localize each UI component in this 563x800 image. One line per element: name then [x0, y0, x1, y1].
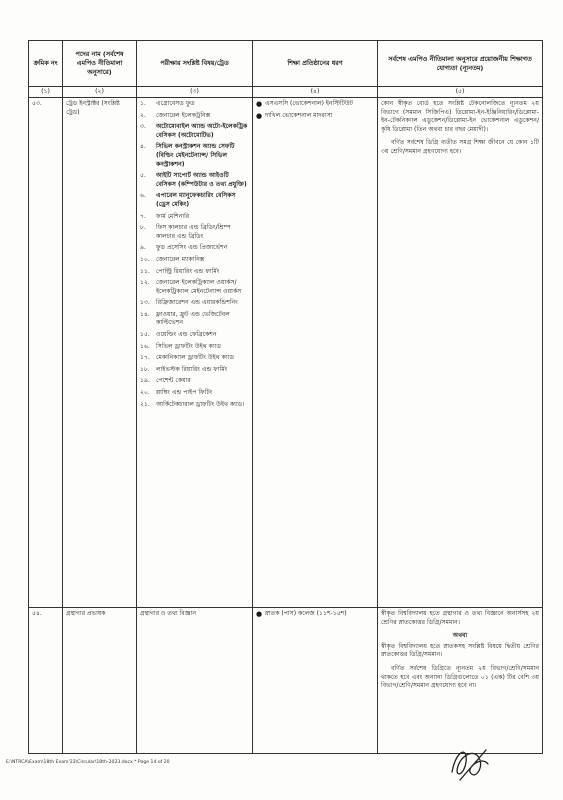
trade-number: ২০. — [140, 389, 150, 397]
row-institutions-cell — [253, 98, 378, 608]
row-serial: ৫৩. — [29, 98, 63, 608]
trade-number: ৬. — [140, 192, 146, 200]
trade-number: ৩. — [140, 123, 146, 131]
trade-number: ৪. — [140, 143, 146, 151]
trade-number: ১৮. — [140, 365, 150, 373]
bullet-icon: ● — [256, 111, 263, 120]
trade-item — [140, 311, 249, 328]
trade-number: ১৭. — [140, 354, 150, 362]
trade-label: অটোমোবাইল অ্যান্ড অটো-ইলেকট্রিক বেসিকস (অটোমোটিভ) — [156, 123, 248, 139]
trade-item — [140, 268, 249, 277]
institution-list — [256, 100, 374, 120]
trade-number: ২. — [140, 111, 146, 119]
trade-number: ১১. — [140, 267, 150, 275]
row-subject: গ্রন্থাগার ও তথ্য বিজ্ঞান — [137, 608, 253, 754]
trade-item — [140, 279, 249, 296]
trade-label: সিভিল ড্রাফটিং উইথ ক্যাড — [156, 342, 221, 350]
list-item: ● দাখিল ভোকেশনাল মাদরাসা — [256, 111, 333, 120]
trade-label: প্লাম্বিং এন্ড পাইপ ফিটিং — [156, 389, 213, 397]
header-post-name: পদের নাম (সর্বশেষ এমপিও নীতিমালা অনুসারে) — [63, 41, 137, 87]
row-post-name: ট্রেড ইনস্ট্রাক্টর (সংশ্লিষ্ট ট্রেড) — [63, 98, 137, 608]
trade-number: ১৬. — [140, 342, 150, 350]
trade-label: জেনারেল ইলেকট্রনিক্স — [156, 111, 211, 119]
trade-label: পোল্ট্রি রিয়ারিং এন্ড ফার্মিং — [156, 267, 220, 275]
trade-item — [140, 143, 249, 169]
header-serial: ক্রমিক নং — [29, 41, 63, 87]
qualification-paragraph: বর্ণিত সর্বশেষ ডিগ্রি ব্যতীত সমগ্র শিক্ষা জীবনে যে কোন ১টি ৩য় শ্রেণি/সমমান গ্রহণযোগ্য হবে। — [381, 139, 539, 155]
trade-label: জেনারেল ম্যাকানিক্স — [156, 255, 205, 263]
file-path-footer: E:\NTRCA\Exam\18th Exam'23\Circular\18th-2023.docx * Page 14 of 20 — [6, 760, 170, 765]
trade-item — [140, 366, 249, 375]
trade-label: এপারেল ম্যানুফেকচারিং বেসিকস (ড্রেস মেকিং) — [156, 192, 236, 208]
trade-item — [140, 123, 249, 140]
header-institution-type: শিক্ষা প্রতিষ্ঠানের ধরণ — [253, 41, 378, 87]
trade-item — [140, 100, 249, 109]
signature-icon — [446, 742, 494, 784]
row-post-name: গ্রন্থাগার প্রভাষক — [63, 608, 137, 754]
trade-label: সিভিল কনস্ট্রাকশন অ্যান্ড সেফটি (বিল্ডিং মেইনটেন্যান্স/ সিভিল কনস্ট্রাকশন) — [156, 143, 235, 168]
trade-label: জেনারেল ইলেকট্রিক্যাল ওয়ার্কস/ইলেকট্রিক্যাল মেইনটেন্যান্স ওয়ার্কস — [156, 279, 242, 295]
trade-item — [140, 192, 249, 209]
trade-label: আইটি সাপোর্ট অ্যান্ড আইওটি বেসিকস (কম্পিউটার ও তথ্য প্রযুক্তি) — [156, 172, 247, 188]
trade-number: ২১. — [140, 400, 150, 408]
col-number: (৫) — [378, 87, 543, 98]
trade-label: লাইভস্টক রিয়ারিং এন্ড ফার্মিং — [156, 365, 228, 373]
trade-label: পেশেন্ট কেয়ার — [156, 377, 191, 385]
list-item: ● এসএসসি (ভোকেশনাল) ইনস্টিটিউট — [256, 100, 353, 108]
trade-number: ১৩. — [140, 299, 150, 307]
trade-item — [140, 256, 249, 265]
trade-number: ১২. — [140, 279, 150, 287]
trade-item — [140, 377, 249, 386]
trade-item — [140, 401, 249, 410]
trade-label: ফ্লাওয়ার, ফ্রুট এন্ড ভেজিটেবল কাল্টিভেশন — [156, 310, 230, 327]
col-number: (৪) — [253, 87, 378, 98]
trade-label: ফুড প্রসেসিং এন্ড প্রিজার্ভেশন — [156, 244, 228, 252]
trade-item — [140, 389, 249, 398]
qualification-paragraph: বর্ণিত সর্বশেষ ডিগ্রিতে ন্যূনতম ২য় বিভাগ/শ্রেণি/সমমান থাকতে হবে এবং অন্যান্য ডিগ্রিগুলোতে ০১ (এক) টির বেশি ৩য় বিভাগ/শ্রেণি/সমমান গ্রহণযোগ্য হবে না। — [381, 664, 539, 690]
header-qualification: সর্বশেষ এমপিও নীতিমালা অনুসারে প্রয়োজনীয় শিক্ষাগত যোগ্যতা (ন্যূনতম) — [378, 41, 543, 87]
trade-label: মেকানিক্যাল ড্রাফটিং উইথ ক্যাড — [156, 354, 234, 362]
trade-number: ১৫. — [140, 331, 150, 339]
list-item: ● স্নাতক (পাস) কলেজ (১১শ-১৫শ) — [256, 610, 347, 618]
trade-number: ৯. — [140, 244, 146, 252]
trade-item — [140, 213, 249, 222]
qualification-paragraph: স্বীকৃত বিশ্ববিদ্যালয় হতে স্নাতকসহ সংশ্লিষ্ট বিষয়ে দ্বিতীয় শ্রেণির স্নাতকোত্তর ডিগ্রি/সমমান। — [381, 642, 539, 659]
institution-list — [256, 610, 374, 619]
trade-item — [140, 354, 249, 363]
header-subject-trade: পরীক্ষার সংশ্লিষ্ট বিষয়/ট্রেড — [137, 41, 253, 87]
row-qualification-cell — [378, 98, 543, 608]
trade-list — [140, 100, 249, 409]
qualification-paragraph: কোন স্বীকৃত বোর্ড হতে সংশ্লিষ্ট টেকনোলজিতে ন্যূনতম ২য় বিভাগে (সমমান সিজিপিএ) ডিপ্লোমা-ইন-ইঞ্জিনিয়ারিং/ডিপ্লোমা-ইন-টেকনিক্যাল এডুকেশন/ডিপ্লোমা-ইন ভোকেশনাল এডুকেশন/কৃষি ডিপ্লোমা (তিন অথবা চার বছর মেয়াদী)। — [381, 100, 539, 133]
column-number-row — [29, 87, 543, 98]
trade-item — [140, 343, 249, 352]
trade-number: ৫. — [140, 172, 146, 180]
qualification-paragraph: স্বীকৃত বিশ্ববিদ্যালয় হতে গ্রন্থাগার ও তথ্য বিজ্ঞানে অনার্সসহ ২য় শ্রেণির স্নাতকোত্তর ডিগ্রি/সমমান। — [381, 610, 539, 626]
col-number: (২) — [63, 87, 137, 98]
trade-number: ৮. — [140, 224, 146, 232]
trade-item — [140, 224, 249, 241]
col-number: (১) — [29, 87, 63, 98]
trade-label: ফিস কালচার এন্ড ব্রিডিং/শ্রিম্প কালচার এন্ড ব্রিডিং — [156, 224, 231, 240]
or-label: অথবা — [452, 632, 468, 640]
table-header-row — [29, 41, 543, 87]
trade-number: ১০. — [140, 255, 150, 263]
trade-number: ৭. — [140, 212, 146, 220]
trade-item — [140, 112, 249, 121]
row-institutions-cell — [253, 608, 378, 754]
trade-label: এগ্রোবেসড ফুড — [156, 100, 195, 107]
trade-item — [140, 244, 249, 253]
col-number: (৩) — [137, 87, 253, 98]
qualification-table — [28, 40, 543, 754]
bullet-icon: ● — [256, 100, 263, 108]
row-serial: ৫৪. — [29, 608, 63, 754]
trade-label: আর্কিটেকচারাল ড্রাফটিং উইথ ক্যাড। — [156, 400, 245, 408]
table-row — [29, 608, 543, 754]
trade-item — [140, 172, 249, 189]
bullet-icon: ● — [256, 610, 263, 618]
trade-number: ১৪. — [140, 310, 150, 318]
row-qualification-cell — [378, 608, 543, 754]
trade-label: রিফ্রিজারেশন এন্ড এয়ারকন্ডিশনিং — [156, 299, 238, 307]
trade-item — [140, 299, 249, 308]
table-row — [29, 98, 543, 608]
trade-label: ওয়েল্ডিং এন্ড ফেব্রিকেশন — [156, 331, 217, 339]
trade-item — [140, 331, 249, 340]
trade-label: ফার্ম মেশিনারি — [156, 212, 190, 220]
row-trades-cell — [137, 98, 253, 608]
trade-number: ১. — [140, 100, 146, 107]
trade-number: ১৯. — [140, 377, 150, 385]
